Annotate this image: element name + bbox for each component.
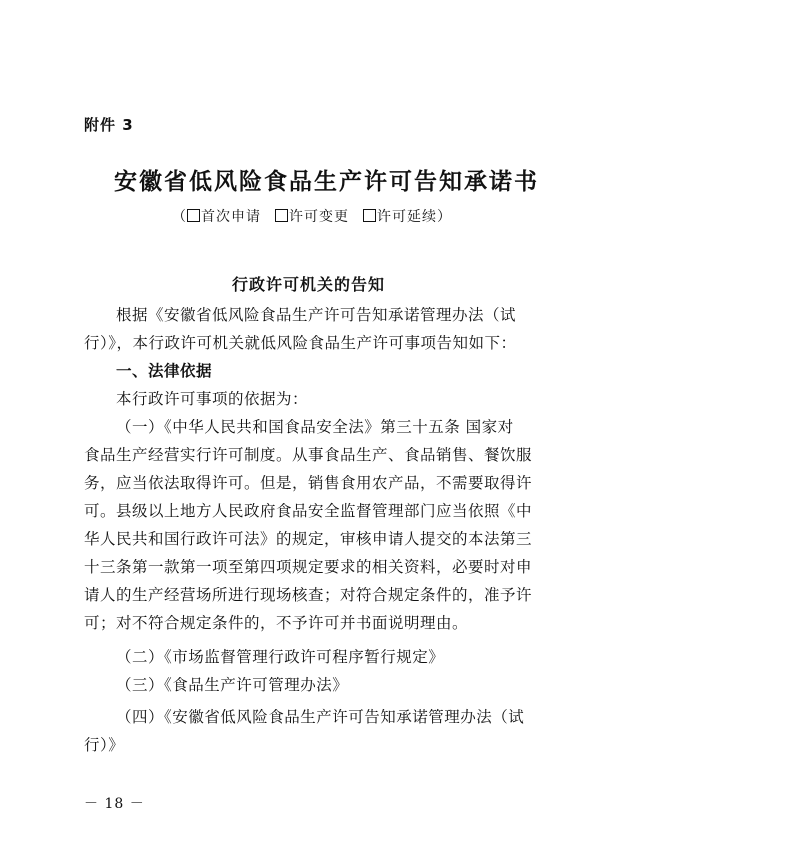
section-heading: 一、法律依据 bbox=[116, 362, 213, 380]
option-first-application bbox=[187, 209, 261, 225]
body-line: 食品生产经营实行许可制度。从事食品生产、食品销售、餐饮服 bbox=[84, 446, 533, 464]
option-license-change bbox=[275, 209, 349, 225]
body-line: 华人民共和国行政许可法》的规定，审核申请人提交的本法第三 bbox=[84, 530, 533, 548]
body-line: 请人的生产经营场所进行现场核查；对符合规定条件的，准予许 bbox=[84, 586, 533, 604]
checkbox-icon bbox=[363, 209, 376, 222]
body-line: （三）《食品生产许可管理办法》 bbox=[116, 676, 349, 694]
option-label: 许可延续 bbox=[377, 209, 437, 225]
body-line: 行）》 bbox=[84, 736, 125, 754]
option-license-renewal bbox=[363, 209, 437, 225]
body-line: （四）《安徽省低风险食品生产许可告知承诺管理办法（试 bbox=[116, 708, 525, 726]
application-type-options bbox=[172, 206, 452, 226]
options-close-paren: ） bbox=[437, 209, 452, 225]
document-title: 安徽省低风险食品生产许可告知承诺书 bbox=[114, 169, 539, 195]
checkbox-icon bbox=[275, 209, 288, 222]
body-line: 十三条第一款第一项至第四项规定要求的相关资料，必要时对申 bbox=[84, 558, 533, 576]
option-label: 许可变更 bbox=[289, 209, 349, 225]
body-line: 行）》，本行政许可机关就低风险食品生产许可事项告知如下： bbox=[84, 334, 517, 352]
checkbox-icon bbox=[187, 209, 200, 222]
option-label: 首次申请 bbox=[201, 209, 261, 225]
options-open-paren: （ bbox=[172, 209, 187, 225]
body-line: （一）《中华人民共和国食品安全法》第三十五条 国家对 bbox=[116, 418, 514, 436]
body-line: （二）《市场监督管理行政许可程序暂行规定》 bbox=[116, 648, 445, 666]
attachment-label: 附件 3 bbox=[84, 116, 134, 134]
body-line: 本行政许可事项的依据为： bbox=[116, 390, 309, 408]
body-line: 根据《安徽省低风险食品生产许可告知承诺管理办法（试 bbox=[116, 306, 517, 324]
body-line: 可；对不符合规定条件的，不予许可并书面说明理由。 bbox=[84, 614, 469, 632]
body-line: 务，应当依法取得许可。但是，销售食用农产品，不需要取得许 bbox=[84, 474, 533, 492]
page-number: － 18 － bbox=[84, 796, 145, 812]
section-subtitle: 行政许可机关的告知 bbox=[232, 275, 386, 294]
body-line: 可。县级以上地方人民政府食品安全监督管理部门应当依照《中 bbox=[84, 502, 533, 520]
